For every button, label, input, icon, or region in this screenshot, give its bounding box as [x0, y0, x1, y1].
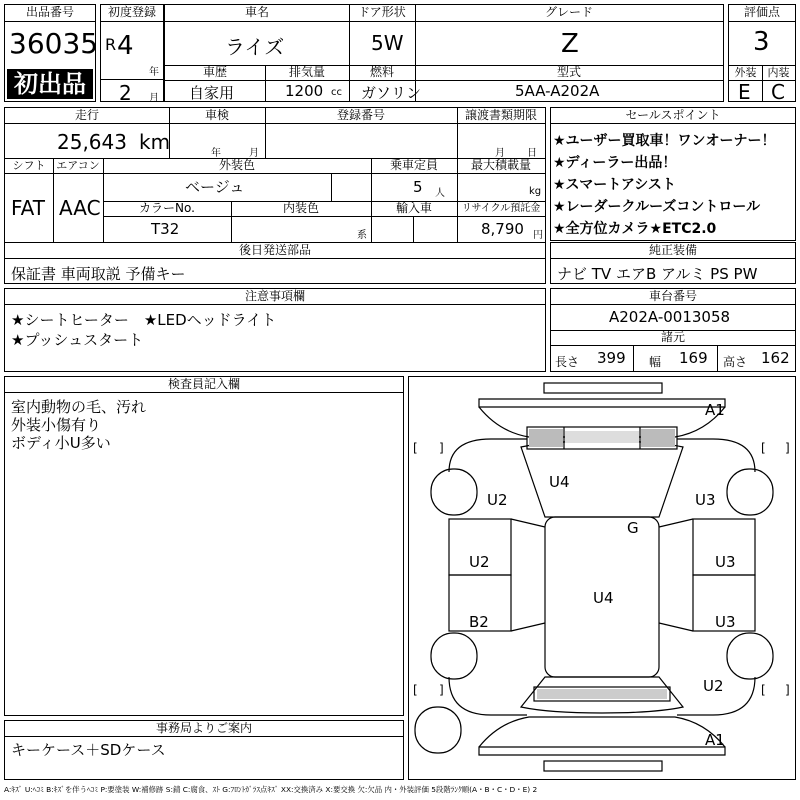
registration-year-label: 初度登録 — [107, 5, 156, 19]
registration-year-box — [100, 4, 164, 105]
sales-point-4: ★レーダークルーズコントロール — [553, 199, 761, 215]
color-number: T32 — [151, 220, 180, 238]
interior-color-unit: 系 — [357, 230, 367, 241]
exterior-grade: E — [738, 80, 751, 104]
interior-grade: C — [771, 80, 785, 104]
dimensions-label: 諸元 — [660, 330, 685, 344]
car-info-box — [164, 4, 724, 102]
inspection-label: 車検 — [204, 108, 229, 122]
mark-right-front-fender: U3 — [695, 491, 716, 509]
chassis-label: 車台番号 — [648, 289, 697, 303]
lot-number: 36035 — [9, 27, 99, 60]
displacement: 1200 — [285, 82, 324, 100]
mark-windshield: G — [627, 519, 639, 537]
inspection-year-unit: 年 — [211, 148, 221, 159]
color-no-label: カラーNo. — [139, 201, 195, 215]
fuel: ガソリン — [361, 84, 422, 102]
year-unit: 年 — [149, 67, 159, 78]
chassis-box — [550, 288, 796, 372]
details-box — [4, 107, 546, 243]
displacement-label: 排気量 — [288, 65, 325, 79]
mileage: 25,643 — [57, 130, 127, 154]
grade-label: グレード — [544, 5, 593, 19]
office-box — [4, 720, 404, 780]
model-label: 型式 — [556, 65, 581, 79]
fuel-label: 燃料 — [369, 65, 394, 79]
bracket-front-right-close: ] — [785, 441, 790, 455]
transfer-label: 譲渡書類期限 — [464, 108, 537, 122]
office-label: 事務局よりご案内 — [155, 721, 252, 735]
capacity-unit: 人 — [435, 188, 445, 199]
shipping-parts: 保証書 車両取説 予備キー — [11, 265, 186, 283]
height-value: 162 — [761, 349, 790, 367]
exterior-label: 外装 — [734, 66, 757, 79]
notes-box — [4, 288, 546, 372]
score: 3 — [753, 27, 770, 57]
mark-roof: U4 — [593, 589, 614, 607]
month-unit: 月 — [149, 93, 159, 104]
length-label: 長さ — [555, 355, 580, 369]
mark-right-rear-fender: U2 — [703, 677, 724, 695]
load-label: 最大積載量 — [470, 158, 531, 172]
ac-type: AAC — [59, 196, 101, 220]
inspection-month-unit: 月 — [249, 148, 259, 159]
sales-point-5: ★全方位カメラ★ETC2.0 — [553, 221, 717, 237]
shipping-parts-label: 後日発送部品 — [238, 243, 311, 257]
recycle-fee: 8,790 — [481, 220, 524, 238]
door-type: 5W — [371, 31, 404, 55]
mileage-label: 走行 — [74, 108, 99, 122]
plate-label: 登録番号 — [336, 108, 385, 122]
equipment-box — [550, 242, 796, 284]
sales-point-2: ★ディーラー出品！ — [553, 155, 677, 171]
model-code: 5AA-A202A — [515, 82, 600, 100]
length-value: 399 — [597, 349, 626, 367]
score-label: 評価点 — [743, 5, 780, 19]
interior-color-label: 内装色 — [282, 201, 319, 215]
bracket-rear-left-close: ] — [439, 683, 444, 697]
damage-diagram-box — [408, 376, 796, 780]
first-listing-badge: 初出品 — [7, 69, 93, 99]
notes-line-2: ★プッシュスタート — [11, 331, 144, 349]
mark-left-front-fender: U2 — [487, 491, 508, 509]
color-label: 外装色 — [218, 158, 255, 172]
bracket-front-right-open: [ — [761, 441, 766, 455]
history: 自家用 — [189, 84, 235, 102]
sales-points-box — [550, 107, 796, 241]
era-label: R — [105, 35, 117, 54]
chassis-number: A202A-0013058 — [609, 308, 731, 326]
mileage-unit: km — [139, 130, 171, 154]
inspector-line-2: 外装小傷有り — [11, 416, 102, 434]
mark-rear-bumper: A1 — [705, 731, 725, 749]
load-unit: kg — [529, 186, 542, 197]
recycle-unit: 円 — [533, 230, 543, 241]
registration-month: 2 — [119, 81, 132, 105]
equipment-label: 純正装備 — [648, 243, 697, 257]
registration-year: 4 — [117, 31, 134, 61]
width-label: 幅 — [649, 355, 662, 369]
mark-left-front-door: U2 — [469, 553, 490, 571]
sales-points-label: セールスポイント — [625, 108, 721, 122]
mark-front-bumper: A1 — [705, 401, 725, 419]
bracket-rear-right-open: [ — [761, 683, 766, 697]
exterior-color: ベージュ — [185, 178, 245, 196]
bracket-rear-left-open: [ — [413, 683, 418, 697]
inspector-box — [4, 376, 404, 716]
import-label: 輸入車 — [395, 201, 432, 215]
interior-label: 内装 — [767, 66, 790, 79]
transfer-month-unit: 月 — [495, 148, 505, 159]
sales-point-1: ★ユーザー買取車！ワンオーナー！ — [553, 133, 776, 149]
mark-left-rear-door: B2 — [469, 613, 489, 631]
mark-hood: U4 — [549, 473, 570, 491]
car-name: ライズ — [225, 35, 285, 59]
grade: Z — [561, 29, 579, 59]
width-value: 169 — [679, 349, 708, 367]
inspector-line-1: 室内動物の毛、汚れ — [11, 398, 147, 416]
inspector-line-3: ボディ小U多い — [11, 434, 111, 452]
bracket-rear-right-close: ] — [785, 683, 790, 697]
capacity-label: 乗車定員 — [389, 158, 438, 172]
bracket-front-left-open: [ — [413, 441, 418, 455]
displacement-unit: cc — [331, 87, 342, 98]
transfer-day-unit: 日 — [527, 148, 537, 159]
lot-number-label: 出品番号 — [25, 5, 74, 19]
shipping-parts-box — [4, 242, 546, 284]
notes-label: 注意事項欄 — [244, 289, 305, 303]
office-note: キーケース＋SDケース — [11, 741, 166, 759]
capacity: 5 — [413, 178, 423, 196]
recycle-label: リサイクル預託金 — [461, 203, 541, 214]
ac-label: エアコン — [56, 159, 100, 172]
inspector-label: 検査員記入欄 — [167, 377, 240, 391]
legend-footer: A:ｷｽﾞ U:ﾍｺﾐ B:ｷｽﾞを伴うﾍｺﾐ P:要塗装 W:補修跡 S:錆 C:腐食、ｽﾄ G:ﾌﾛﾝﾄｶﾞﾗｽ点ｷｽﾞ XX:交換済み X:要交換 欠:欠品 内・外装評価 5段階ﾗﾝｸ順(A・B・C・D・E) 2 — [4, 785, 538, 794]
score-box — [728, 4, 796, 102]
shift: FAT — [11, 196, 46, 220]
height-label: 高さ — [723, 355, 748, 369]
lot-number-box — [4, 4, 99, 102]
door-label: ドア形状 — [358, 5, 406, 19]
mark-right-front-door: U3 — [715, 553, 736, 571]
equipment: ナビ TV エアB アルミ PS PW — [557, 265, 758, 283]
car-name-label: 車名 — [244, 5, 269, 19]
shift-label: シフト — [12, 159, 46, 172]
notes-line-1: ★シートヒーター ★LEDヘッドライト — [11, 311, 277, 329]
car-damage-diagram — [409, 377, 795, 779]
bracket-front-left-close: ] — [439, 441, 444, 455]
history-label: 車歴 — [202, 65, 227, 79]
mark-right-rear-door: U3 — [715, 613, 736, 631]
sales-point-3: ★スマートアシスト — [553, 177, 676, 193]
